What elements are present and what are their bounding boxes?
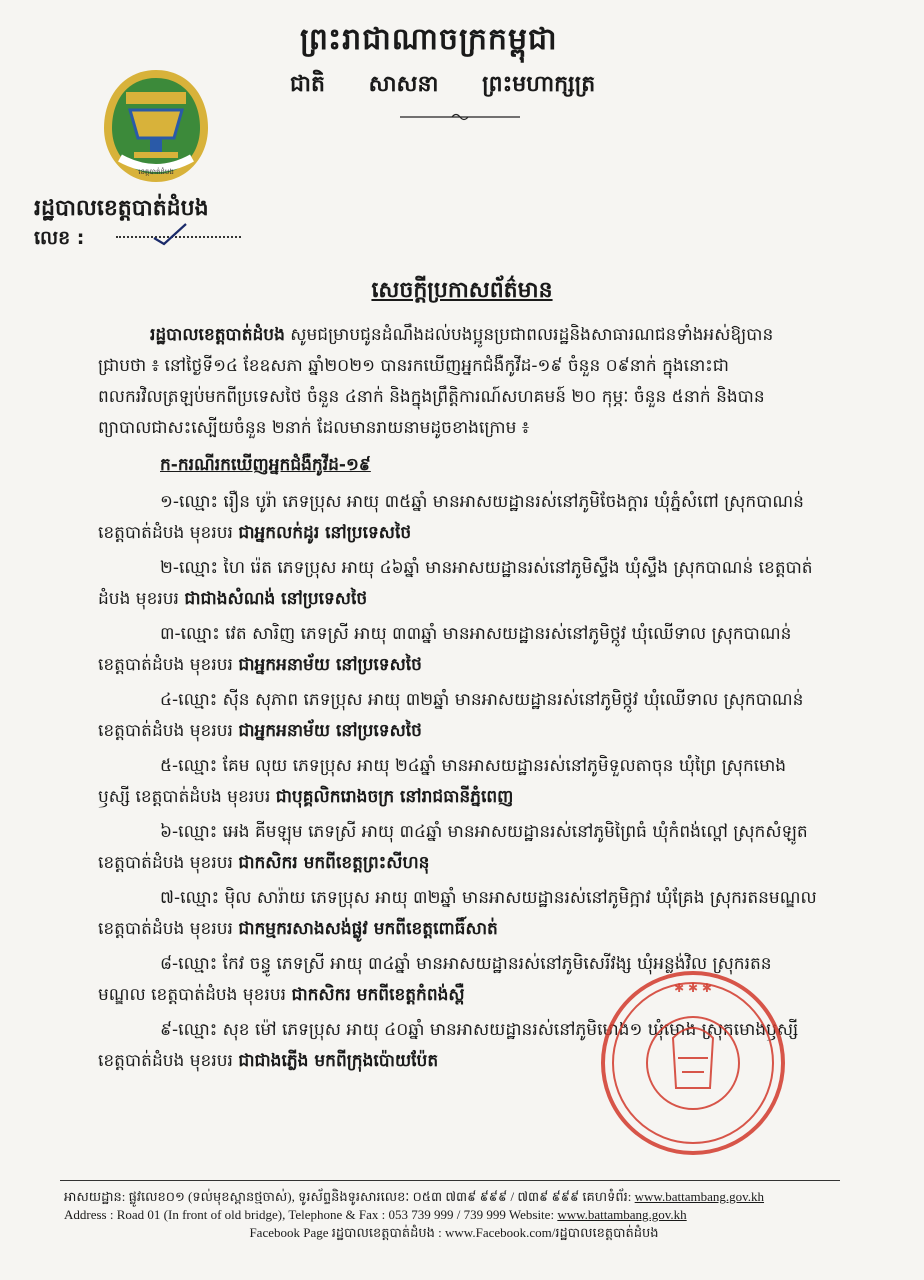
issuer-name: រដ្ឋបាលខេត្តបាត់ដំបង: [34, 196, 209, 221]
intro-lead: រដ្ឋបាលខេត្តបាត់ដំបង: [150, 325, 285, 345]
case-item: [98, 487, 818, 549]
national-motto: [290, 70, 595, 102]
motto-nation: ជាតិ: [290, 72, 325, 97]
case-item: [98, 751, 818, 813]
motto-religion: សាសនា: [368, 72, 439, 97]
case-occupation: ជាកសិករ មកពីខេត្តកំពង់ស្ពឺ: [291, 985, 465, 1005]
case-occupation: ជាជាងភ្លើង មកពីក្រុងប៉ោយប៉ែត: [238, 1051, 439, 1071]
case-occupation: ជាជាងសំណង់ នៅប្រទេសថៃ: [184, 589, 368, 609]
document-title: សេចក្តីប្រកាសព័ត៌មាន: [371, 278, 553, 303]
case-details: ៧-ឈ្មោះ ម៉ិល សារ៉ាយ ភេទប្រុស អាយុ ៣២ឆ្នាំ មានអាសយដ្ឋានរស់នៅភូមិក្អាវ ឃុំគ្រែង ស្រុករតនមណ្ឌល ខេត្តបាត់ដំបង មុខរបរ: [98, 888, 817, 939]
kingdom-heading: ព្រះរាជាណាចក្រកម្ពុជា: [300, 22, 558, 57]
case-details: ៩-ឈ្មោះ សុខ ម៉ៅ ភេទប្រុស អាយុ ៤០ឆ្នាំ មានអាសយដ្ឋានរស់នៅភូមិមោង១ ឃុំមោង ស្រុកមោងឫស្សី ខេត្តបាត់ដំបង មុខរបរ: [98, 1020, 799, 1071]
address-km-text: អាសយដ្ឋាន: ផ្លូវលេខ០១ (ទល់មុខស្ពានថ្មចាស់), ទូរស័ព្ទនិងទូរសារលេខៈ ០៥៣ ៧៣៩ ៩៩៩ / ៧៣៩ ៩៩៩ គេហទំព័រ:: [64, 1189, 632, 1204]
footer-address-km: [64, 1188, 844, 1206]
case-item: [98, 685, 818, 747]
case-item: [98, 619, 818, 681]
announcement-body: [98, 320, 818, 1081]
case-details: ៤-ឈ្មោះ ស៊ីន សុភាព ភេទប្រុស អាយុ ៣២ឆ្នាំ មានអាសយដ្ឋានរស់នៅភូមិថ្កូវ ឃុំឈើទាល ស្រុកបាណន់ ខេត្តបាត់ដំបង មុខរបរ: [98, 690, 804, 741]
case-occupation: ជាអ្នកលក់ដូរ នៅប្រទេសថៃ: [238, 523, 412, 543]
official-seal-stamp: [598, 968, 788, 1158]
footer-facebook[interactable]: Facebook Page រដ្ឋបាលខេត្តបាត់ដំបង : www.Facebook.com/រដ្ឋបាលខេត្តបាត់ដំបង: [249, 1225, 659, 1240]
case-item: [98, 553, 818, 615]
case-details: ៦-ឈ្មោះ អេង គីមឡុម ភេទស្រី អាយុ ៣៤ឆ្នាំ មានអាសយដ្ឋានរស់នៅភូមិព្រៃធំ ឃុំកំពង់ល្ពៅ ស្រុកសំឡូត ខេត្តបាត់ដំបង មុខរបរ: [98, 822, 808, 873]
website-link-en[interactable]: www.battambang.gov.kh: [557, 1207, 687, 1222]
address-en-text: Address : Road 01 (In front of old bridge), Telephone & Fax : 053 739 999 / 739 999 Website:: [64, 1207, 555, 1222]
logo-caption: ខេត្តបាត់ដំបង: [138, 168, 174, 176]
footer-divider: [60, 1180, 840, 1181]
motto-king: ព្រះមហាក្សត្រ: [482, 72, 596, 97]
case-item: [98, 817, 818, 879]
case-details: ១-ឈ្មោះ រឿន បូរ៉ា ភេទប្រុស អាយុ ៣៥ឆ្នាំ មានអាសយដ្ឋានរស់នៅភូមិចែងក្តារ ឃុំភ្នំសំពៅ ស្រុកបាណន់ ខេត្តបាត់ដំបង មុខរបរ: [98, 492, 804, 543]
footer-address-en: [64, 1206, 844, 1224]
case-details: ៥-ឈ្មោះ គែម លុយ ភេទប្រុស អាយុ ២៤ឆ្នាំ មានអាសយដ្ឋានរស់នៅភូមិទួលតាចុន ឃុំព្រៃ ស្រុកមោងឫស្សី ខេត្តបាត់ដំបង មុខរបរ: [98, 756, 787, 807]
case-details: ២-ឈ្មោះ ហៃ រ៉េត ភេទប្រុស អាយុ ៤៦ឆ្នាំ មានអាសយដ្ឋានរស់នៅភូមិស្ទឹង ឃុំស្ទឹង ស្រុកបាណន់ ខេត្តបាត់ដំបង មុខរបរ: [98, 558, 813, 609]
reference-label: លេខ :: [34, 227, 85, 249]
case-occupation: ជាបុគ្គលិករោងចក្រ នៅរាជធានីភ្នំពេញ: [275, 787, 514, 807]
case-occupation: ជាកសិករ មកពីខេត្តព្រះសីហនុ: [238, 853, 430, 873]
website-link-km[interactable]: www.battambang.gov.kh: [634, 1189, 765, 1204]
case-item: [98, 883, 818, 945]
footer: [64, 1188, 844, 1242]
ornamental-divider: [400, 112, 520, 122]
section-heading: ក-ករណីរកឃើញអ្នកជំងឺកូវីដ-១៩: [160, 455, 371, 475]
intro-paragraph: [98, 320, 818, 444]
svg-text:✱ ✱ ✱: ✱ ✱ ✱: [674, 981, 712, 995]
checkmark-icon: [150, 222, 190, 248]
case-occupation: ជាកម្មករសាងសង់ផ្លូវ មកពីខេត្តពោធិ៍សាត់: [238, 919, 498, 939]
case-occupation: ជាអ្នកអនាម័យ នៅប្រទេសថៃ: [238, 655, 422, 675]
case-occupation: ជាអ្នកអនាម័យ នៅប្រទេសថៃ: [238, 721, 422, 741]
case-details: ៨-ឈ្មោះ កែវ ចន្ធូ ភេទស្រី អាយុ ៣៤ឆ្នាំ មានអាសយដ្ឋានរស់នៅភូមិសេរីវង្ស ឃុំអន្លង់វិល ស្រុករតនមណ្ឌល ខេត្តបាត់ដំបង មុខរបរ: [98, 954, 772, 1005]
intro-text: សូមជម្រាបជូនដំណឹងដល់បងប្អូនប្រជាពលរដ្ឋនិងសាធារណជនទាំងអស់ឱ្យបានជ្រាបថា ៖ នៅថ្ងៃទី១៤ ខែឧសភា ឆ្នាំ២០២១ បានរកឃើញអ្នកជំងឺកូវីដ-១៩ ចំនួន ០៩នាក់ ក្នុងនោះជាពលករវិលត្រឡប់មកពីប្រទេសថៃ ចំនួន ៤នាក់ និងក្នុងព្រឹត្តិការណ៍សហគមន៍ ២០ កុម្ភៈ ចំនួន ៥នាក់ និងបានព្យាបាលជាសះស្បើយចំនួន ២នាក់ ដែលមានរាយនាមដូចខាងក្រោម ៖: [98, 325, 774, 438]
case-details: ៣-ឈ្មោះ វេត សារិញ ភេទស្រី អាយុ ៣៣ឆ្នាំ មានអាសយដ្ឋានរស់នៅភូមិថ្កូវ ឃុំឈើទាល ស្រុកបាណន់ ខេត្តបាត់ដំបង មុខរបរ: [98, 624, 792, 675]
